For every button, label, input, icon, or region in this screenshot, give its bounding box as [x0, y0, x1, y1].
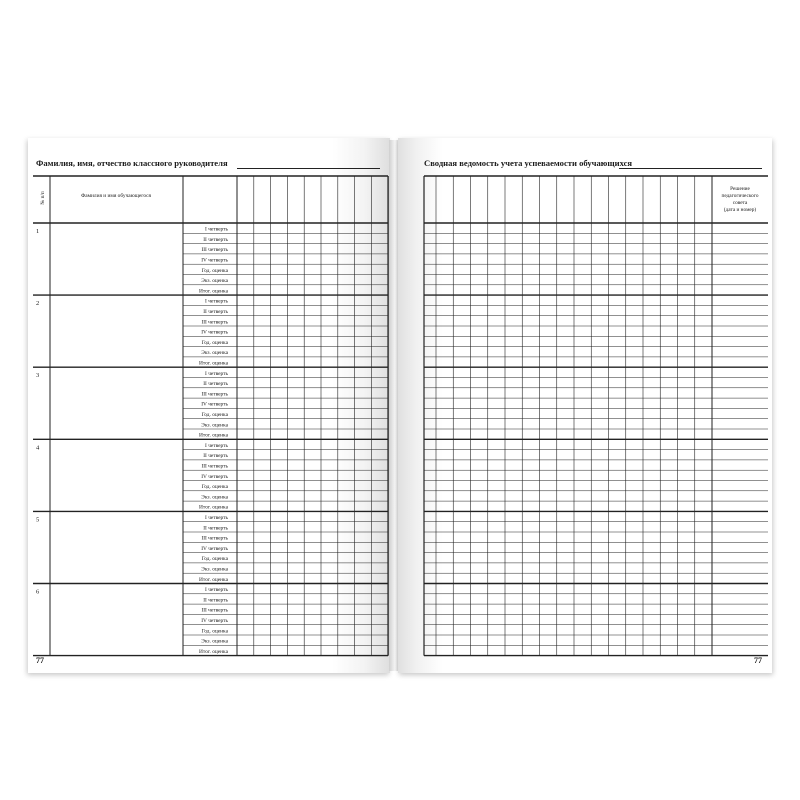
period-label: Экз. оценка	[201, 422, 228, 429]
period-label: III четверть	[201, 463, 228, 470]
number-column-header: № п/п	[40, 191, 46, 205]
decision-column-header: совета	[732, 200, 748, 206]
period-label: I четверть	[205, 515, 228, 521]
period-label: Итог. оценка	[199, 504, 228, 511]
period-label: Итог. оценка	[199, 288, 228, 295]
class-teacher-title: Фамилия, имя, отчество классного руководителя	[36, 158, 228, 168]
decision-column-header: Решение	[730, 186, 750, 192]
decision-column-header: (дата и номер)	[723, 207, 757, 213]
period-label: I четверть	[205, 370, 228, 377]
period-label: Год. оценка	[201, 267, 228, 274]
period-label: IV четверть	[201, 257, 228, 264]
period-label: Экз. оценка	[201, 278, 228, 285]
period-label: III четверть	[201, 535, 228, 542]
period-label: Год. оценка	[201, 339, 228, 346]
period-label: I четверть	[205, 587, 228, 594]
period-label: IV четверть	[201, 329, 228, 336]
period-label: IV четверть	[201, 473, 228, 480]
period-label: Экз. оценка	[201, 350, 228, 357]
student-column-header: Фамилия и имя обучающегося	[80, 193, 152, 199]
student-grades-table	[28, 138, 390, 673]
student-row-number: 3	[36, 372, 40, 380]
period-label: Итог. оценка	[199, 576, 228, 583]
period-label: Итог. оценка	[199, 648, 228, 655]
period-label: III четверть	[201, 247, 228, 254]
period-label: Экз. оценка	[201, 566, 228, 573]
student-row-number: 2	[36, 300, 40, 308]
right-page	[398, 138, 772, 673]
summary-sheet-title: Сводная ведомость учета успеваемости обучающихся	[424, 158, 633, 168]
period-label: IV четверть	[201, 401, 228, 408]
student-row-number: 6	[36, 588, 40, 596]
period-label: Итог. оценка	[199, 360, 228, 367]
page-number-right: 77	[754, 656, 762, 665]
period-label: Экз. оценка	[201, 494, 228, 501]
period-label: Экз. оценка	[201, 638, 228, 645]
period-label: II четверть	[203, 236, 228, 243]
period-label: II четверть	[203, 309, 228, 315]
summary-grades-table	[398, 138, 772, 673]
period-label: III четверть	[201, 607, 228, 614]
period-label: II четверть	[203, 453, 228, 460]
period-label: I четверть	[205, 226, 228, 233]
period-label: III четверть	[201, 319, 228, 326]
student-row-number: 1	[36, 228, 40, 235]
period-label: Год. оценка	[201, 628, 228, 635]
period-label: Год. оценка	[201, 556, 228, 563]
period-label: IV четверть	[201, 618, 228, 624]
period-label: I четверть	[205, 298, 228, 305]
page-number-left: 77	[36, 656, 44, 665]
left-page	[28, 138, 390, 673]
period-label: II четверть	[203, 525, 228, 532]
decision-column-header: педагогического	[721, 193, 759, 199]
period-label: II четверть	[203, 381, 228, 388]
period-label: IV четверть	[201, 545, 228, 552]
period-label: Год. оценка	[201, 412, 228, 418]
period-label: Год. оценка	[201, 484, 228, 491]
period-label: Итог. оценка	[199, 432, 228, 439]
period-label: III четверть	[201, 391, 228, 398]
period-label: I четверть	[205, 442, 228, 449]
student-row-number: 5	[36, 516, 40, 524]
student-row-number: 4	[36, 444, 40, 452]
period-label: II четверть	[203, 597, 228, 604]
